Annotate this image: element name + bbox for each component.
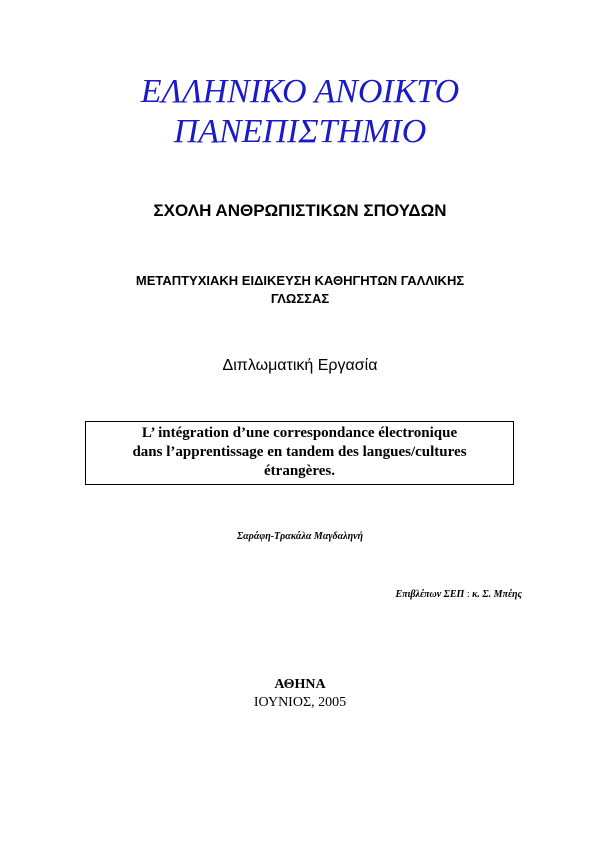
specialization-line-2: ΓΛΩΣΣΑΣ — [270, 291, 330, 306]
university-name-line-2: ΠΑΝΕΠΙΣΤΗΜΙΟ — [173, 113, 427, 150]
supervisor-label: Επιβλέπων ΣΕΠ — [395, 589, 465, 600]
thesis-title-line-2: dans l’apprentissage en tandem des langues/cultures — [132, 444, 467, 460]
university-name-line-1: ΕΛΛΗΝΙΚΟ ΑΝΟΙΚΤΟ — [140, 73, 460, 110]
supervisor-separator: : — [464, 589, 473, 600]
thesis-title-box — [85, 421, 514, 485]
school-name: ΣΧΟΛΗ ΑΝΘΡΩΠΙΣΤΙΚΩΝ ΣΠΟΥΔΩΝ — [153, 201, 447, 220]
thesis-title-line-3: étrangères. — [264, 463, 335, 479]
supervisor-name: κ. Σ. Μπέης — [472, 589, 522, 600]
city-name: ΑΘΗΝΑ — [274, 677, 326, 692]
specialization-heading — [60, 272, 540, 308]
thesis-title-line-1: L’ intégration d’une correspondance électronique — [141, 425, 458, 441]
thesis-type-label: Διπλωματική Εργασία — [222, 357, 378, 374]
supervisor-line — [395, 588, 522, 602]
specialization-line-1: ΜΕΤΑΠΤΥΧΙΑΚΗ ΕΙΔΙΚΕΥΣΗ ΚΑΘΗΓΗΤΩΝ ΓΑΛΛΙΚΗΣ — [135, 273, 465, 288]
submission-date: ΙΟΥΝΙΟΣ, 2005 — [253, 695, 347, 710]
author-name: Σαράφη-Τρακάλα Μαγδαληνή — [236, 531, 364, 542]
